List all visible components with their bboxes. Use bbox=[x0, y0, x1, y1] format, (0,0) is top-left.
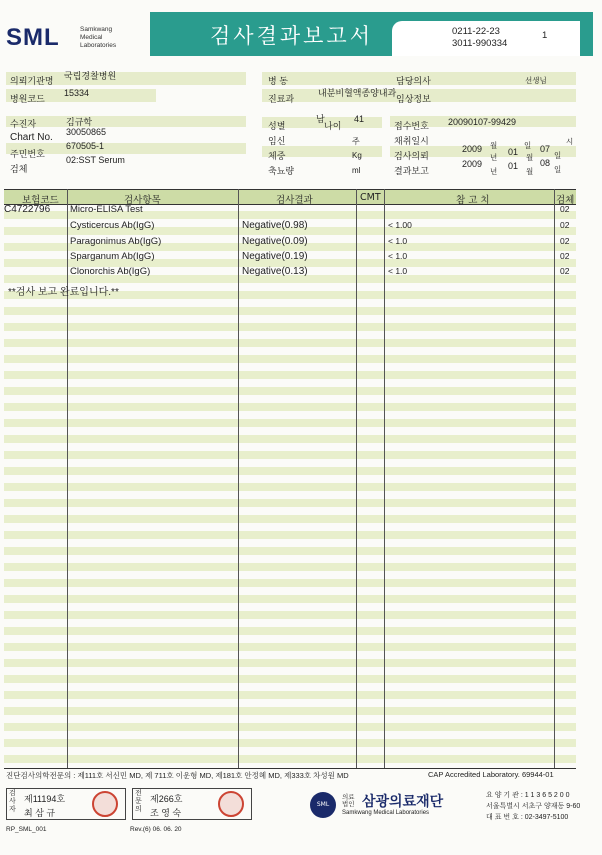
test-reference: < 1.0 bbox=[388, 266, 408, 276]
facility-code: 요 양 기 관 : 1 1 3 6 5 2 0 0 bbox=[486, 792, 570, 799]
table-row bbox=[4, 220, 576, 232]
chart-label: Chart No. bbox=[10, 132, 53, 143]
table-stripe bbox=[4, 531, 576, 539]
foundation-english: Samkwang Medical Laboratories bbox=[342, 810, 430, 816]
test-item: Paragonimus Ab(IgG) bbox=[70, 236, 162, 247]
foundation-address: 서울특별시 서초구 양재동 9-60 bbox=[486, 803, 581, 810]
table-stripe bbox=[4, 323, 576, 331]
month-unit: 월 bbox=[490, 141, 498, 150]
info-stripe bbox=[6, 116, 246, 127]
test-year: 2009 bbox=[462, 144, 483, 154]
footer-divider bbox=[4, 768, 576, 769]
chart-value: 30050865 bbox=[66, 127, 107, 137]
gestation-label: 임신 bbox=[268, 136, 286, 146]
specimen-value: 02:SST Serum bbox=[66, 155, 125, 165]
weight-unit: Kg bbox=[352, 151, 362, 160]
day-unit: 일 bbox=[554, 165, 562, 174]
urine-unit: ml bbox=[352, 166, 361, 175]
receipt-label: 접수번호 bbox=[394, 121, 429, 131]
insurance-code: C4722796 bbox=[4, 204, 51, 215]
table-stripe bbox=[4, 467, 576, 475]
test-specimen: 02 bbox=[560, 266, 570, 276]
inspector-number: 제11194호 bbox=[24, 794, 66, 804]
test-reference: < 1.0 bbox=[388, 251, 408, 261]
collect-label: 채취일시 bbox=[394, 136, 429, 146]
weight-label: 체중 bbox=[268, 151, 286, 161]
table-stripe bbox=[4, 755, 576, 763]
logo-mark: SML bbox=[6, 24, 60, 51]
foundation-phone: 대 표 번 호 : 02-3497-5100 bbox=[486, 814, 569, 821]
resident-value: 670505-1 bbox=[66, 141, 105, 151]
table-stripe bbox=[4, 675, 576, 683]
table-stripe bbox=[4, 643, 576, 651]
table-stripe bbox=[4, 707, 576, 715]
logo-subtitle: Samkwang Medical Laboratories bbox=[80, 26, 117, 49]
sex-label: 성별 bbox=[268, 121, 286, 131]
group-name: Micro-ELISA Test bbox=[70, 204, 143, 215]
department-value: 내분비혈액종양내과 bbox=[318, 88, 397, 98]
report-year: 2009 bbox=[462, 159, 483, 169]
inspector-seal bbox=[92, 791, 118, 817]
test-month: 01 bbox=[508, 147, 519, 157]
specialist-name: 조 영 숙 bbox=[150, 808, 182, 818]
table-stripe bbox=[4, 307, 576, 315]
test-item: Sparganum Ab(IgG) bbox=[70, 251, 155, 262]
specialist-seal bbox=[218, 791, 244, 817]
test-result: Negative(0.19) bbox=[242, 251, 308, 262]
sml-logo bbox=[6, 22, 146, 56]
report-label: 결과보고 bbox=[394, 166, 429, 176]
table-stripe bbox=[4, 371, 576, 379]
table-stripe bbox=[4, 451, 576, 459]
pathologists-line: 진단검사의학전문의 : 제111호 서신민 MD, 제 711호 이운형 MD, 제181호 안정혜 MD, 제333호 차성원 MD bbox=[6, 771, 349, 780]
completion-note: **검사 보고 완료입니다.** bbox=[8, 287, 119, 298]
specimen-label: 검체 bbox=[10, 164, 28, 174]
table-stripe bbox=[4, 403, 576, 411]
age-value: 41 bbox=[354, 114, 365, 124]
header-result: 검사결과 bbox=[276, 195, 313, 206]
page-number: 1 bbox=[542, 30, 548, 41]
month-unit: 월 bbox=[526, 153, 534, 162]
year-unit: 년 bbox=[490, 153, 498, 162]
inspector-label: 검사자 bbox=[9, 790, 16, 813]
header-cmt: CMT bbox=[360, 192, 381, 203]
table-header bbox=[4, 189, 576, 205]
patient-label: 수진자 bbox=[10, 119, 37, 129]
institution-value: 국립경찰병원 bbox=[64, 71, 117, 81]
test-specimen: 02 bbox=[560, 251, 570, 261]
table-row bbox=[4, 236, 576, 248]
sex-value: 남 bbox=[316, 114, 325, 124]
table-stripe bbox=[4, 483, 576, 491]
header-code: 보험코드 bbox=[22, 195, 59, 206]
department-label: 진료과 bbox=[268, 94, 295, 104]
age-label: 나이 bbox=[324, 121, 342, 131]
doctor-value: 선생님 bbox=[525, 76, 547, 85]
test-result: Negative(0.98) bbox=[242, 220, 308, 231]
table-stripe bbox=[4, 387, 576, 395]
table-stripe bbox=[4, 563, 576, 571]
table-stripe bbox=[4, 355, 576, 363]
specialist-label: 전문의 bbox=[135, 790, 142, 813]
test-item: Clonorchis Ab(IgG) bbox=[70, 266, 151, 277]
test-specimen: 02 bbox=[560, 220, 570, 230]
clinical-info-label: 임상정보 bbox=[396, 94, 431, 104]
hour-unit: 시 bbox=[566, 137, 574, 146]
table-stripe bbox=[4, 691, 576, 699]
patient-value: 김규학 bbox=[66, 117, 93, 127]
revision: Rev.(6) 06. 06. 20 bbox=[130, 826, 182, 833]
foundation-name: 삼광의료재단 bbox=[362, 793, 444, 809]
test-day: 07 bbox=[540, 144, 551, 154]
table-stripe bbox=[4, 547, 576, 555]
table-stripe bbox=[4, 595, 576, 603]
gestation-unit: 주 bbox=[352, 137, 360, 146]
table-stripe bbox=[4, 339, 576, 347]
header-specimen: 검체 bbox=[556, 195, 575, 206]
test-date-label: 검사의뢰 bbox=[394, 151, 429, 161]
day-unit: 일 bbox=[524, 141, 532, 150]
doctor-label: 담당의사 bbox=[396, 76, 431, 86]
table-stripe bbox=[4, 499, 576, 507]
day-unit: 일 bbox=[554, 151, 562, 160]
header-reference: 참 고 치 bbox=[456, 195, 490, 206]
foundation-logo bbox=[310, 788, 470, 824]
test-specimen: 02 bbox=[560, 236, 570, 246]
urine-label: 축뇨량 bbox=[268, 166, 295, 176]
hospital-code-value: 15334 bbox=[64, 88, 90, 98]
year-unit: 년 bbox=[490, 167, 498, 176]
test-result: Negative(0.09) bbox=[242, 236, 308, 247]
resident-label: 주민번호 bbox=[10, 149, 45, 159]
table-stripe bbox=[4, 579, 576, 587]
month-unit: 월 bbox=[526, 167, 534, 176]
institution-label: 의뢰기관명 bbox=[10, 76, 54, 86]
test-reference: < 1.0 bbox=[388, 236, 408, 246]
receipt-value: 20090107-99429 bbox=[448, 117, 517, 127]
table-row bbox=[4, 251, 576, 263]
inspector-name: 최 삼 규 bbox=[24, 808, 56, 818]
cap-accreditation: CAP Accredited Laboratory. 69944-01 bbox=[428, 770, 554, 779]
table-stripe bbox=[4, 515, 576, 523]
table-stripe bbox=[4, 435, 576, 443]
report-title: 검사결과보고서 bbox=[210, 24, 374, 48]
report-id-box bbox=[392, 21, 580, 56]
table-stripe bbox=[4, 659, 576, 667]
specialist-number: 제266호 bbox=[150, 794, 183, 804]
hospital-code-label: 병원코드 bbox=[10, 94, 45, 104]
table-stripe bbox=[4, 419, 576, 427]
table-stripe bbox=[4, 723, 576, 731]
table-stripe bbox=[4, 611, 576, 619]
group-specimen: 02 bbox=[560, 204, 570, 214]
form-code: RP_SML_001 bbox=[6, 826, 47, 833]
test-item: Cysticercus Ab(IgG) bbox=[70, 220, 155, 231]
report-month: 01 bbox=[508, 161, 519, 171]
header-item: 검사항목 bbox=[124, 195, 161, 206]
ward-label: 병 동 bbox=[268, 76, 288, 86]
test-result: Negative(0.13) bbox=[242, 266, 308, 277]
test-reference: < 1.00 bbox=[388, 220, 412, 230]
foundation-mark: SML bbox=[310, 792, 336, 818]
report-id-2: 3011-990334 bbox=[452, 38, 508, 49]
report-id-1: 0211-22-23 bbox=[452, 26, 500, 37]
table-stripe bbox=[4, 627, 576, 635]
table-stripe bbox=[4, 739, 576, 747]
report-day: 08 bbox=[540, 158, 551, 168]
results-table bbox=[4, 189, 576, 769]
foundation-prefix: 의료법인 bbox=[342, 794, 355, 808]
table-row bbox=[4, 266, 576, 278]
